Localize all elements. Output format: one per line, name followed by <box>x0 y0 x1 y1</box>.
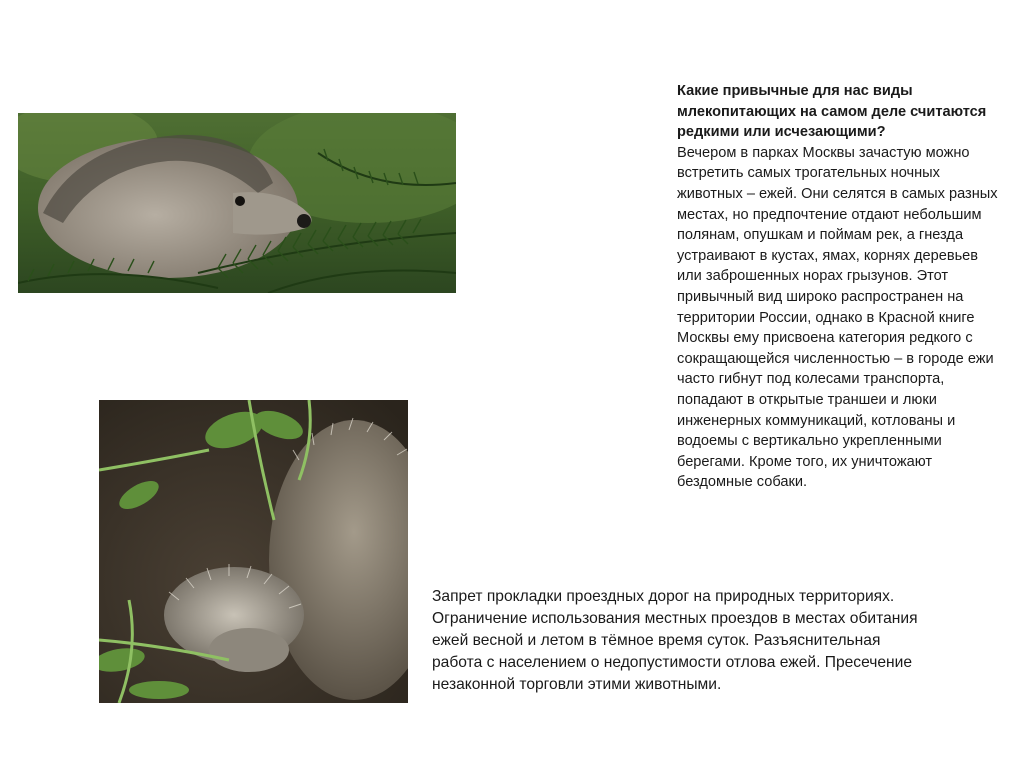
hedgehog-photo-bottom <box>99 400 408 703</box>
hedgehog-photo-top <box>18 113 456 293</box>
answer-paragraph: Вечером в парках Москвы зачастую можно встретить самых трогательных ночных животных – ежей. Они селятся в самых разных местах, но предпочтение отдают небольшим полянам, опушкам и поймам рек, а гнезда устраивают в кустах, ямах, корнях деревьев или заброшенных норах грызунов. Этот привычный вид широко распространен на территории России, однако в Красной книге Москвы ему присвоена категория редкого с сокращающейся численностью – в городе ежи часто гибнут под колесами транспорта, попадают в открытые траншеи и люки инженерных коммуникаций, котлованы и водоемы с вертикально укрепленными берегами. Кроме того, их уничтожают бездомные собаки. <box>677 144 998 491</box>
measures-paragraph: Запрет прокладки проездных дорог на природных территориях. Ограничение использования местных проездов в местах обитания ежей весной и летом в тёмное время суток. Разъяснительная работа с населением о недопустимости отлова ежей. Пресечение незаконной торговли этими животными. <box>432 588 918 693</box>
question-heading: Какие привычные для нас виды млекопитающих на самом деле считаются редкими или исчезающими? <box>677 83 987 141</box>
info-text-block <box>677 81 999 493</box>
